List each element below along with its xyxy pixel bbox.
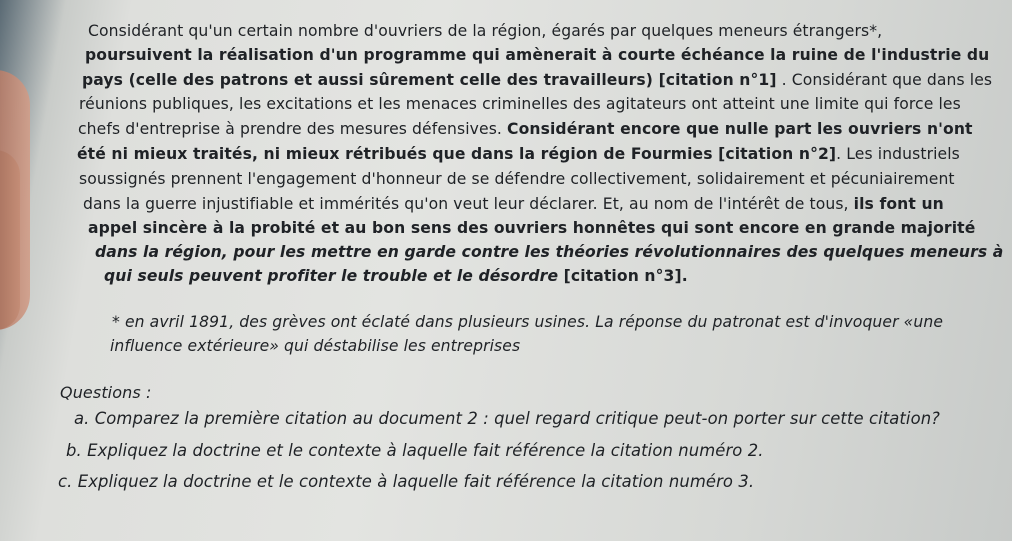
paragraph-line	[95, 241, 1003, 263]
text-segment: ils font un	[853, 195, 944, 213]
text-segment: Considérant encore que nulle part les ouvriers n'ont	[507, 120, 973, 138]
paragraph-line	[85, 44, 989, 66]
text-segment: dans la guerre injustifiable et immérités qu'on veut leur déclarer. Et, au nom de l'intérêt de tous,	[83, 195, 854, 213]
text-segment: Considérant qu'un certain nombre d'ouvriers de la région, égarés par quelques meneurs étrangers*,	[88, 22, 883, 40]
text-segment: été ni mieux traités, ni mieux rétribués que dans la région de Fourmies [citation n°2]	[77, 145, 837, 163]
question-c: c. Expliquez la doctrine et le contexte à laquelle fait référence la citation numéro 3.	[58, 472, 755, 491]
text-segment: appel sincère à la probité et au bon sens des ouvriers honnêtes qui sont encore en grande majorité	[88, 219, 976, 237]
text-segment: [citation n°3].	[558, 267, 688, 285]
text-segment: réunions publiques, les excitations et les menaces criminelles des agitateurs ont atteint une limite qui force les	[79, 95, 961, 113]
paragraph-line	[78, 118, 973, 140]
paragraph-line	[104, 265, 688, 287]
footnote-line-2: influence extérieure» qui déstabilise les entreprises	[110, 337, 521, 355]
question-b: b. Expliquez la doctrine et le contexte à laquelle fait référence la citation numéro 2.	[66, 441, 764, 460]
text-segment: pays (celle des patrons et aussi sûrement celle des travailleurs) [citation n°1]	[82, 71, 777, 89]
text-segment: soussignés prennent l'engagement d'honneur de se défendre collectivement, solidairement et pécuniairement	[79, 170, 955, 188]
footnote-line-1: * en avril 1891, des grèves ont éclaté dans plusieurs usines. La réponse du patronat est d'invoquer «une	[112, 313, 944, 331]
text-segment: . Considérant que dans les	[776, 71, 993, 89]
paragraph-line	[79, 168, 955, 190]
text-segment: poursuivent la réalisation d'un programme qui amènerait à courte échéance la ruine de l'industrie du	[85, 46, 990, 64]
paragraph-line	[88, 217, 975, 239]
text-segment: chefs d'entreprise à prendre des mesures défensives.	[78, 120, 508, 138]
paragraph-line	[82, 69, 992, 91]
paragraph-line	[77, 143, 960, 165]
paragraph-line	[79, 93, 961, 115]
paragraph-line	[83, 193, 944, 215]
paragraph-line	[88, 20, 882, 42]
text-segment: dans la région, pour les mettre en garde contre les théories révolutionnaires des quelques meneurs à	[95, 243, 1004, 261]
question-a: a. Comparez la première citation au document 2 : quel regard critique peut-on porter sur cette citation?	[74, 409, 940, 428]
questions-title: Questions :	[60, 383, 152, 402]
text-segment: qui seuls peuvent profiter le trouble et le désordre	[104, 267, 559, 285]
text-segment: . Les industriels	[836, 145, 960, 163]
